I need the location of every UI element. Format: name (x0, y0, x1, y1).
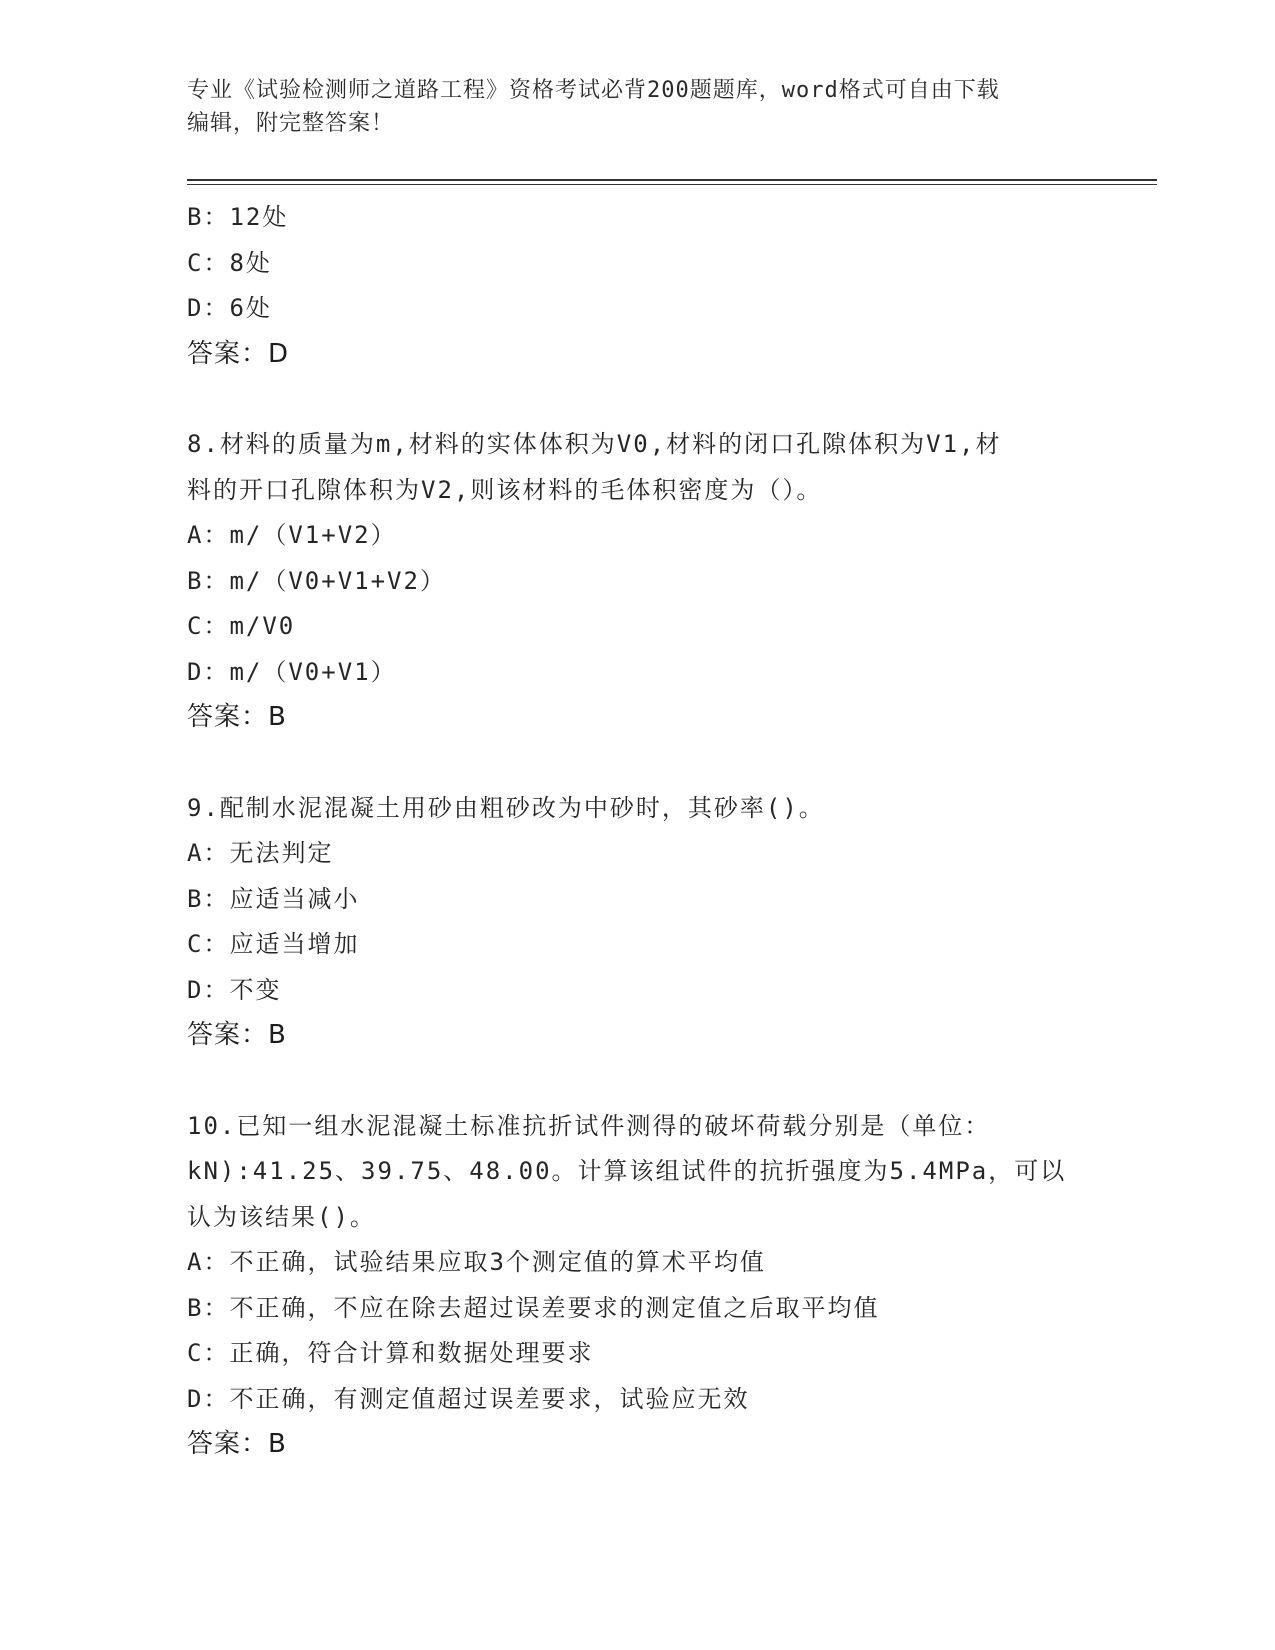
answer-line: 答案：D (187, 338, 290, 369)
option-a: A：不正确，试验结果应取3个测定值的算术平均值 (187, 1248, 766, 1276)
option-c: C：8处 (187, 248, 272, 277)
answer-line: 答案：B (187, 1429, 287, 1459)
header-title-line-2: 编辑，附完整答案！ (187, 111, 395, 136)
option-d: D：6处 (187, 294, 272, 322)
question-list (187, 195, 1157, 1468)
question-item (187, 422, 1157, 741)
option-b: B：不正确，不应在除去超过误差要求的测定值之后取平均值 (187, 1293, 880, 1322)
option-b: B：12处 (187, 203, 289, 231)
page-header (187, 0, 1157, 176)
question-stem-line: 10.已知一组水泥混凝土标准抗折试件测得的破坏荷载分别是（单位： (187, 1111, 991, 1140)
answer-line: 答案：B (187, 702, 287, 732)
spacer (187, 377, 1157, 422)
header-divider-thick (187, 179, 1157, 181)
question-stem-line: 认为该结果()。 (187, 1202, 376, 1231)
question-stem-line: 料的开口孔隙体积为V2,则该材料的毛体积密度为（）。 (187, 475, 823, 504)
question-stem-line: 8.材料的质量为m,材料的实体体积为V0,材料的闭口孔隙体积为V1,材 (187, 430, 1002, 458)
header-divider-thin (187, 184, 1157, 185)
question-stem-line: kN):41.25、39.75、48.00。计算该组试件的抗折强度为5.4MPa，可以 (187, 1157, 1067, 1185)
option-c: C：正确，符合计算和数据处理要求 (187, 1339, 594, 1367)
option-b: B：应适当减小 (187, 884, 360, 913)
option-c: C：应适当增加 (187, 930, 360, 958)
option-d: D：m/（V0+V1） (187, 657, 397, 686)
option-c: C：m/V0 (187, 612, 296, 640)
question-item (187, 1104, 1157, 1468)
option-b: B：m/（V0+V1+V2） (187, 566, 446, 595)
option-a: A：m/（V1+V2） (187, 521, 397, 549)
question-stem-line: 9.配制水泥混凝土用砂由粗砂改为中砂时，其砂率()。 (187, 793, 825, 822)
spacer (187, 1059, 1157, 1104)
option-d: D：不变 (187, 975, 282, 1004)
spacer (187, 741, 1157, 786)
option-a: A：无法判定 (187, 839, 334, 867)
document-page (187, 0, 1157, 1468)
question-fragment (187, 195, 1157, 377)
answer-line: 答案：B (187, 1020, 287, 1050)
option-d: D：不正确，有测定值超过误差要求，试验应无效 (187, 1384, 750, 1413)
question-item (187, 786, 1157, 1059)
header-title-line-1: 专业《试验检测师之道路工程》资格考试必背200题题库，word格式可自由下载 (187, 78, 1000, 103)
